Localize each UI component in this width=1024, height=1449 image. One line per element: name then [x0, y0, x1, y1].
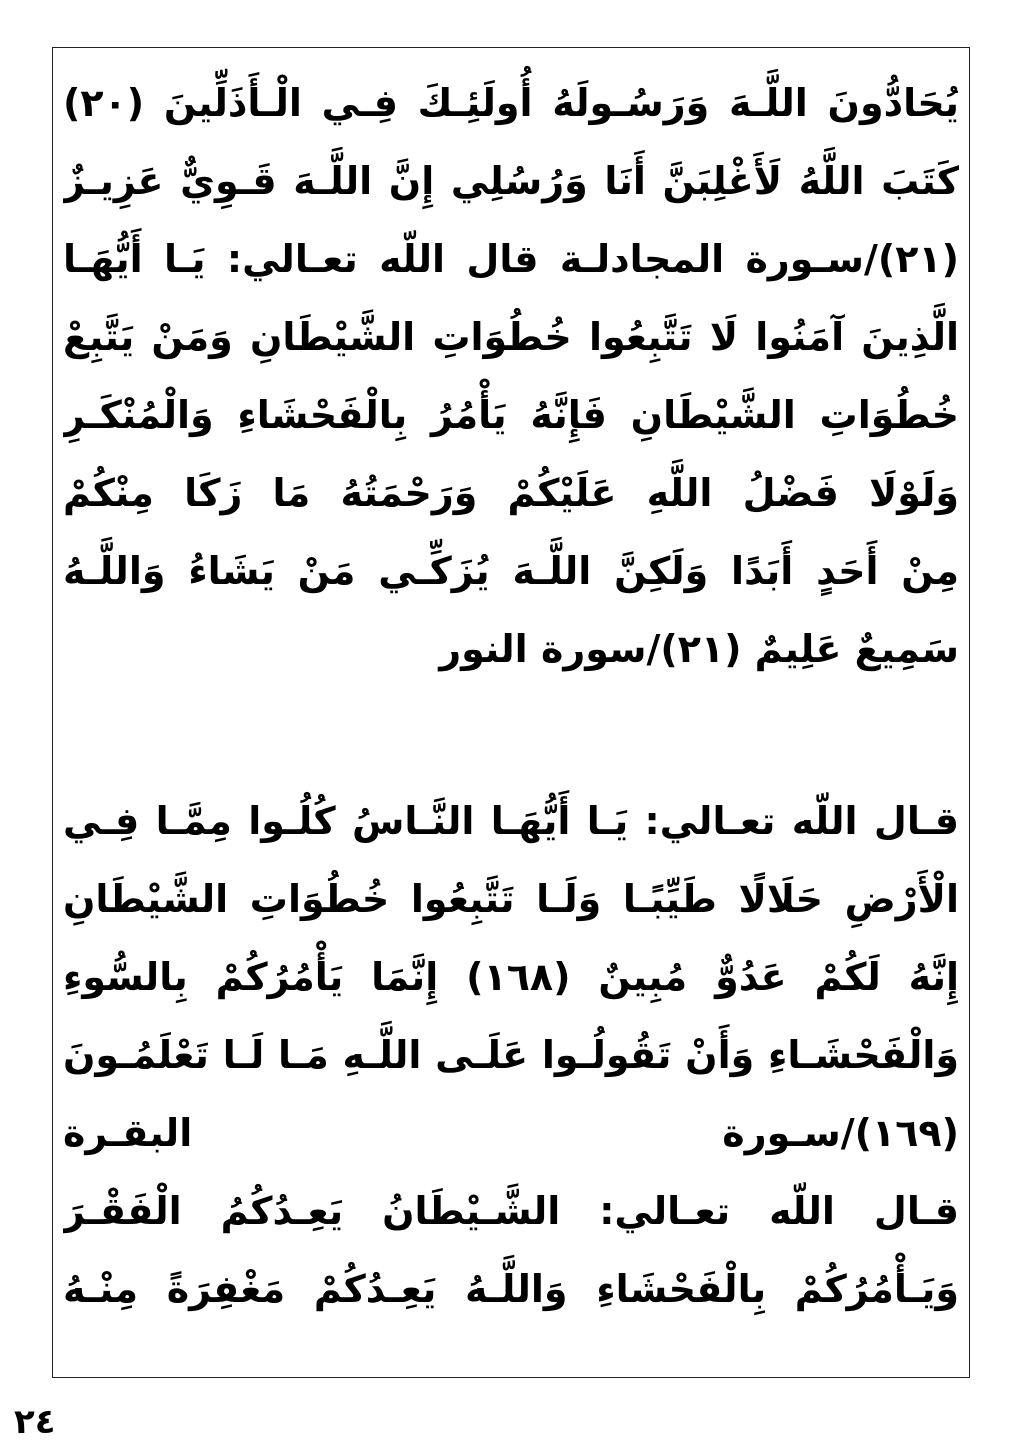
paragraph-spacer [63, 688, 959, 782]
text-line: (١٦٩)/سـورة البقـرة [63, 1111, 959, 1155]
text-line: خُطُوَاتِ الشَّيْطَانِ فَإِنَّهُ يَأْمُرُ بِالْفَحْشَاءِ وَالْمُنْكَـرِ [63, 393, 959, 437]
text-line: قـال اللّه تعـالي: الشَّـيْطَانُ يَعِـدُكُمُ الْفَقْـرَ [63, 1189, 959, 1233]
text-line: قـال اللّه تعـالي: يَـا أَيُّهَـا النَّـاسُ كُلُـوا مِمَّـا فِـي [63, 799, 959, 843]
text-line: وَيَـأْمُرُكُمْ بِالْفَحْشَاءِ وَاللَّـهُ يَعِـدُكُمْ مَغْفِرَةً مِنْـهُ [63, 1267, 959, 1311]
text-line: إِنَّهُ لَكُمْ عَدُوٌّ مُبِينٌ (١٦٨) إِنَّمَا يَأْمُرُكُمْ بِالسُّوءِ [63, 955, 959, 999]
page-border-frame [52, 47, 970, 1378]
text-line: وَالْفَحْشَـاءِ وَأَنْ تَقُولُـوا عَلَـى اللَّـهِ مَـا لَـا تَعْلَمُـونَ [63, 1033, 959, 1077]
text-line: كَتَبَ اللَّهُ لَأَغْلِبَنَّ أَنَا وَرُسُلِي إِنَّ اللَّـهَ قَـوِيٌّ عَزِيـزٌ [63, 159, 959, 203]
text-line: الَّذِينَ آمَنُوا لَا تَتَّبِعُوا خُطُوَاتِ الشَّيْطَانِ وَمَنْ يَتَّبِعْ [63, 315, 959, 359]
text-line: الْأَرْضِ حَلَالًا طَيِّبًـا وَلَـا تَتَّبِعُوا خُطُوَاتِ الشَّيْطَانِ [63, 877, 959, 921]
text-line: سَمِيعٌ عَلِيمٌ (٢١)/سورة النور [439, 627, 959, 671]
arabic-text-block [63, 64, 959, 1328]
text-line: مِنْ أَحَدٍ أَبَدًا وَلَكِنَّ اللَّـهَ يُزَكِّـي مَنْ يَشَاءُ وَاللَّـهُ [63, 549, 959, 593]
text-line: (٢١)/سـورة المجادلـة قال اللّه تعـالي: يَـا أَيُّهَـا [63, 237, 959, 281]
text-line: وَلَوْلَا فَضْلُ اللَّهِ عَلَيْكُمْ وَرَحْمَتُهُ مَا زَكَا مِنْكُمْ [63, 471, 959, 515]
page-number: ٢٤ [14, 1402, 56, 1442]
text-line: يُحَادُّونَ اللَّـهَ وَرَسُـولَهُ أُولَئِـكَ فِـي الْـأَذَلِّينَ (٢٠) [63, 81, 959, 125]
